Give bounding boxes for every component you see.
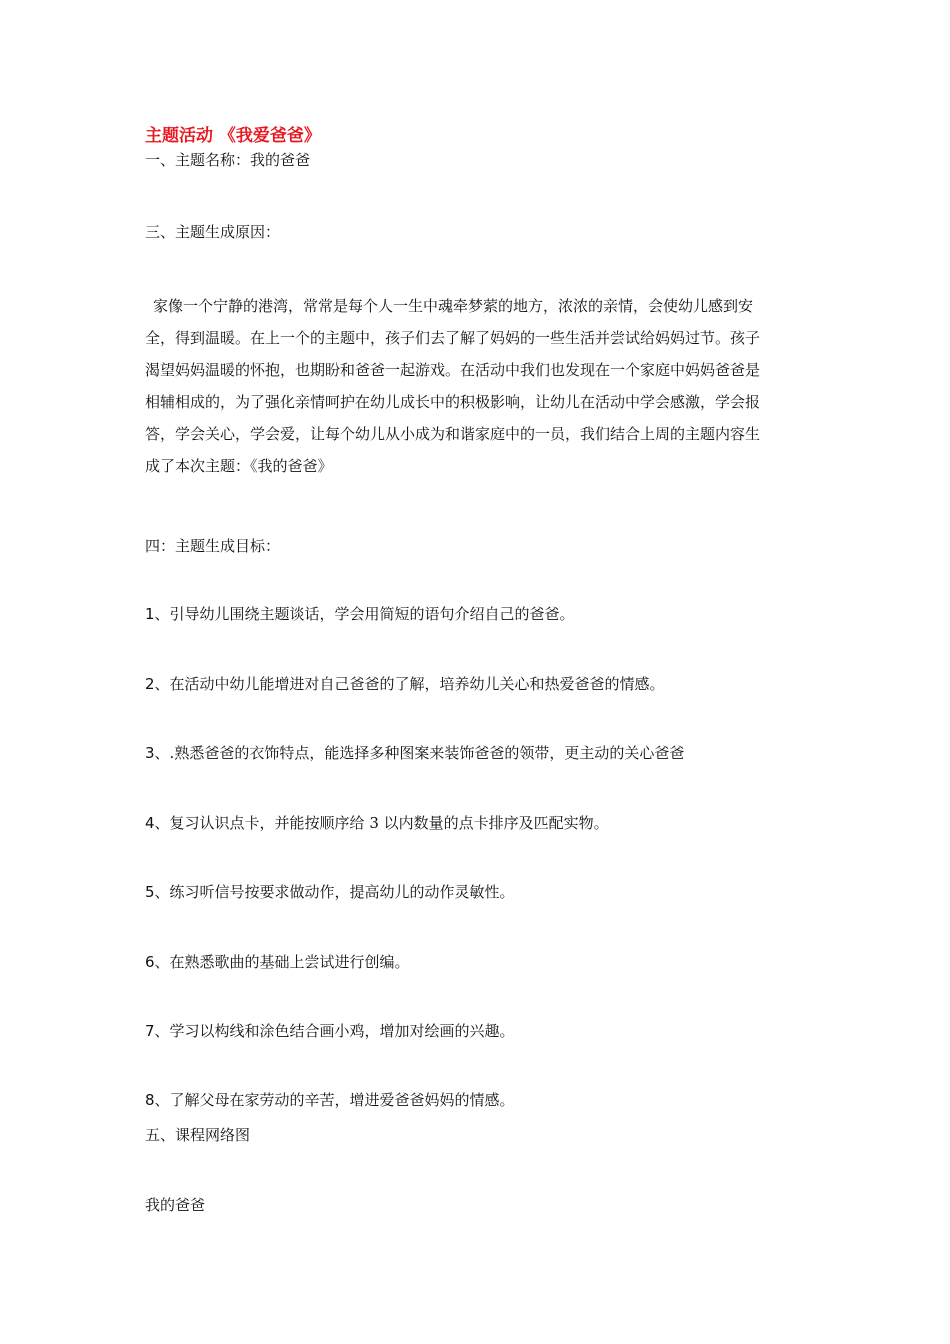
goal-number: 8: [145, 1091, 155, 1109]
goal-item: [145, 674, 665, 694]
paragraph-line: 相辅相成的，为了强化亲情呵护在幼儿成长中的积极影响，让幼儿在活动中学会感激，学会报: [145, 393, 761, 411]
goal-number: 6: [145, 953, 155, 971]
section-reason-heading: 三、主题生成原因：: [145, 223, 281, 241]
goal-item: [145, 952, 410, 972]
goal-number: 3: [145, 744, 155, 762]
goal-number: 1: [145, 605, 155, 623]
goal-text: 、.熟悉爸爸的衣饰特点，能选择多种图案来装饰爸爸的领带，更主动的关心爸爸: [154, 744, 685, 762]
goal-text: 、学习以构线和涂色结合画小鸡，增加对绘画的兴趣。: [154, 1022, 515, 1040]
goal-text: 、引导幼儿围绕主题谈话，学会用简短的语句介绍自己的爸爸。: [154, 605, 575, 623]
goal-number: 2: [145, 675, 155, 693]
goal-text: 、在熟悉歌曲的基础上尝试进行创编。: [154, 953, 410, 971]
goal-item: [145, 743, 684, 763]
goal-item: [145, 604, 575, 624]
paragraph-line: 答，学会关心，学会爱，让每个幼儿从小成为和谐家庭中的一员，我们结合上周的主题内容生: [145, 425, 761, 443]
network-root-label: 我的爸爸: [145, 1196, 206, 1214]
goal-item: [145, 813, 609, 833]
section-network-heading: 五、课程网络图: [145, 1126, 251, 1144]
goal-text: 、练习听信号按要求做动作，提高幼儿的动作灵敏性。: [154, 883, 515, 901]
goal-text: 、复习认识点卡，并能按顺序给 3 以内数量的点卡排序及匹配实物。: [154, 814, 609, 832]
goal-item: [145, 882, 515, 902]
paragraph-line: 全，得到温暖。在上一个的主题中，孩子们去了解了妈妈的一些生活并尝试给妈妈过节。孩子: [145, 329, 761, 347]
reason-paragraph: [145, 290, 805, 482]
goal-number: 7: [145, 1022, 155, 1040]
document-title: 主题活动 《我爱爸爸》: [145, 126, 321, 146]
paragraph-line: 渴望妈妈温暖的怀抱，也期盼和爸爸一起游戏。在活动中我们也发现在一个家庭中妈妈爸爸是: [145, 361, 761, 379]
goal-item: [145, 1021, 515, 1041]
goal-item: [145, 1090, 515, 1110]
section-goals-heading: 四：主题生成目标：: [145, 537, 281, 555]
goal-text: 、了解父母在家劳动的辛苦，增进爱爸爸妈妈的情感。: [154, 1091, 515, 1109]
goal-number: 5: [145, 883, 155, 901]
paragraph-line: 成了本次主题：《我的爸爸》: [145, 457, 333, 475]
goal-number: 4: [145, 814, 155, 832]
goal-text: 、在活动中幼儿能增进对自己爸爸的了解，培养幼儿关心和热爱爸爸的情感。: [154, 675, 665, 693]
paragraph-line: 家像一个宁静的港湾，常常是每个人一生中魂牵梦萦的地方，浓浓的亲情，会使幼儿感到安: [153, 297, 754, 315]
section-theme-name: 一、主题名称：我的爸爸: [145, 151, 311, 169]
